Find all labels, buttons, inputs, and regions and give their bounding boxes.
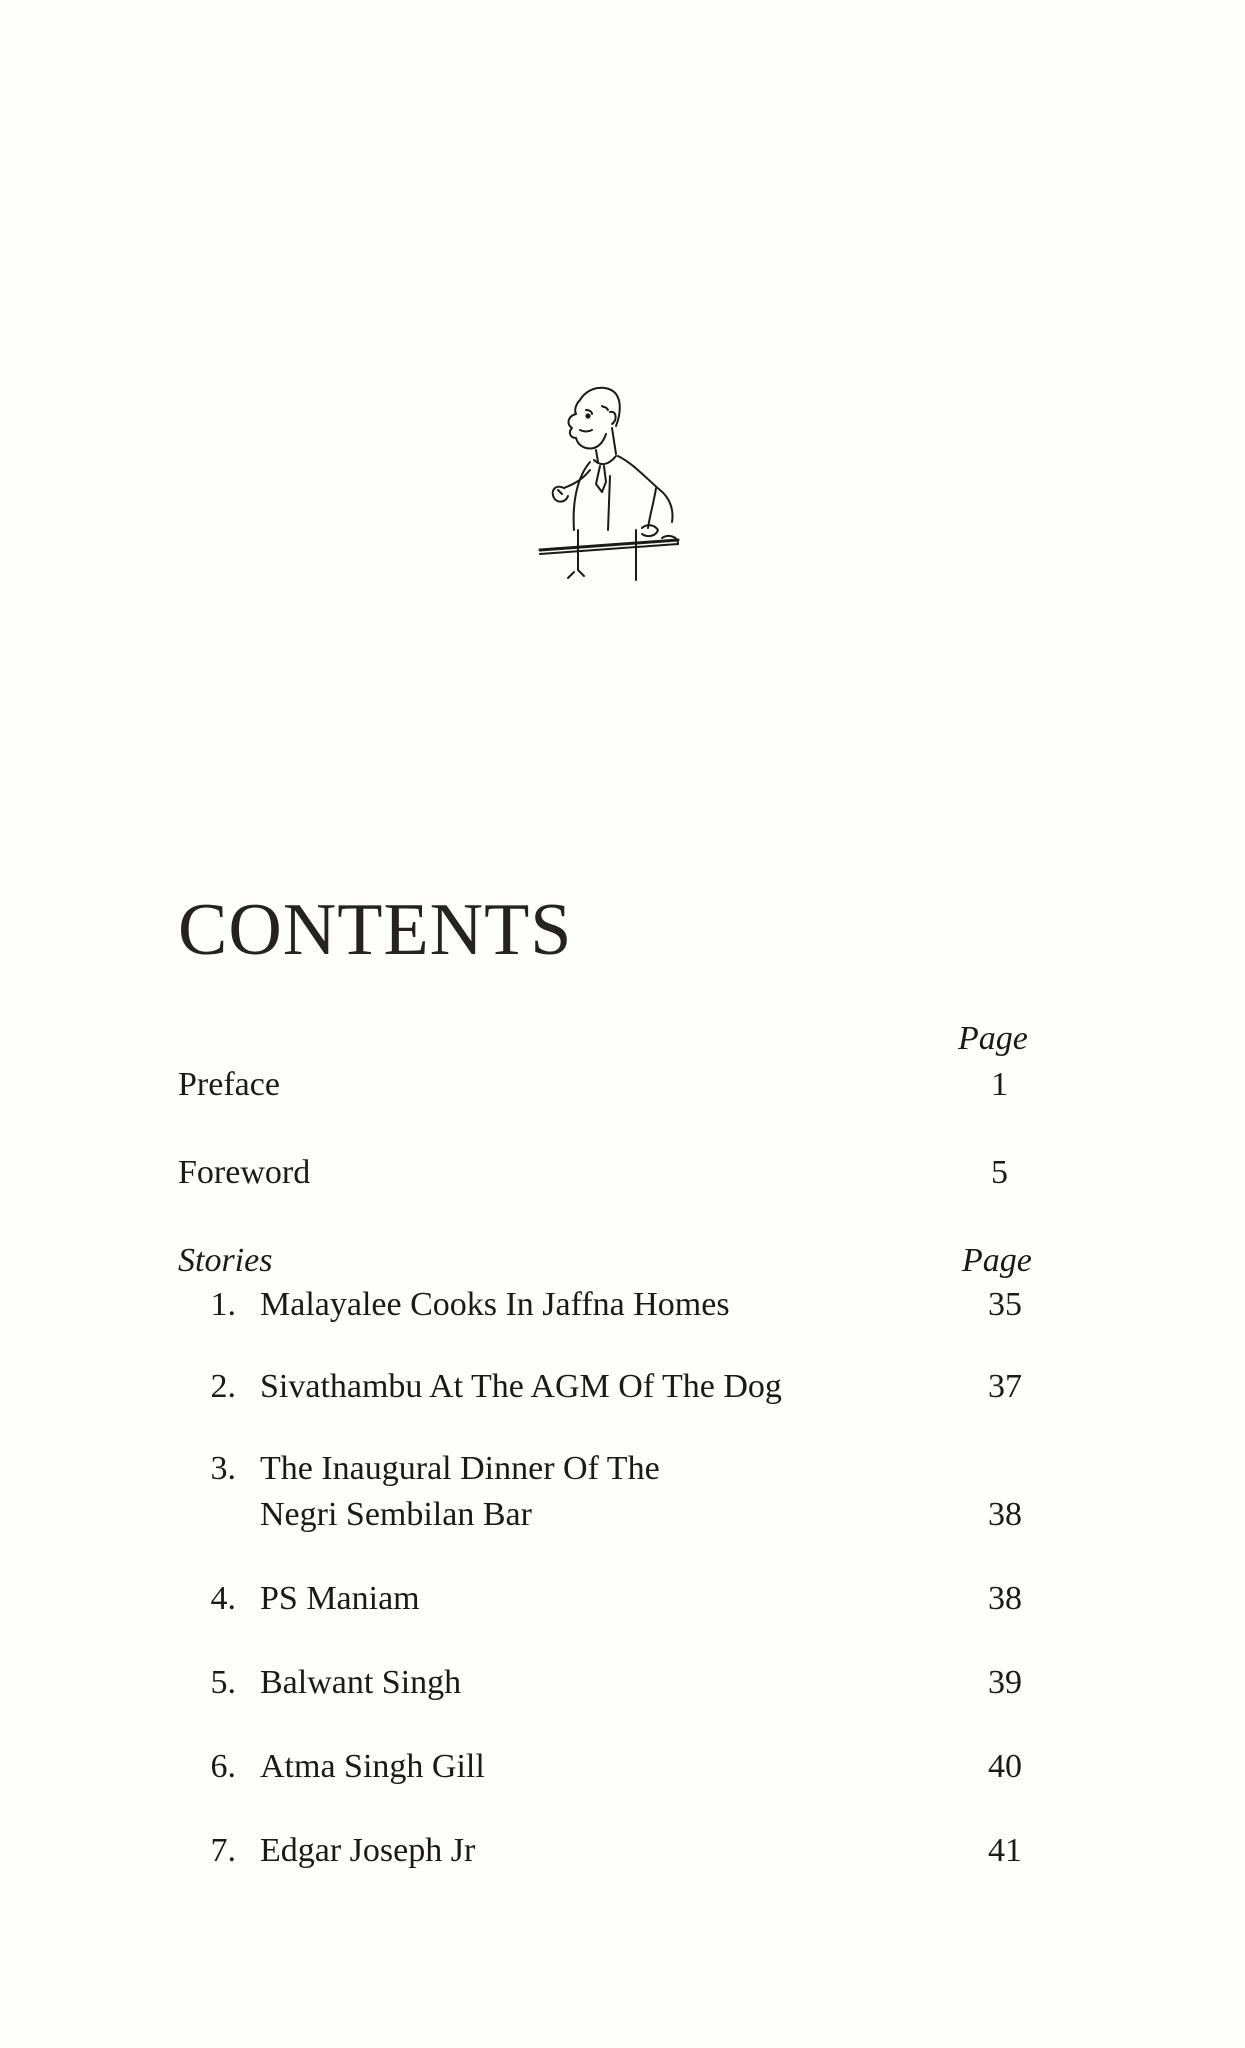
story-page: 35 [988, 1286, 1022, 1323]
toc-entry-preface: Preface [178, 1066, 280, 1103]
story-page: 41 [988, 1832, 1022, 1869]
story-number: 2. [210, 1368, 236, 1405]
man-with-cane-illustration [538, 380, 698, 590]
story-number: 6. [210, 1748, 236, 1785]
toc-page-preface: 1 [991, 1066, 1008, 1103]
story-page: 39 [988, 1664, 1022, 1701]
story-number: 7. [210, 1832, 236, 1869]
stories-section-label: Stories [178, 1242, 273, 1279]
contents-heading: CONTENTS [178, 889, 573, 971]
page-column-header: Page [958, 1020, 1028, 1057]
story-page: 38 [988, 1580, 1022, 1617]
story-number: 3. [210, 1450, 236, 1487]
story-number: 1. [210, 1286, 236, 1323]
toc-page-foreword: 5 [991, 1154, 1008, 1191]
story-number: 5. [210, 1664, 236, 1701]
story-title: Atma Singh Gill [260, 1748, 485, 1785]
toc-entry-foreword: Foreword [178, 1154, 311, 1191]
story-page: 40 [988, 1748, 1022, 1785]
story-title-continued: Negri Sembilan Bar [260, 1496, 532, 1533]
story-page: 37 [988, 1368, 1022, 1405]
stories-page-column-header: Page [962, 1242, 1032, 1279]
story-title: PS Maniam [260, 1580, 420, 1617]
story-number: 4. [210, 1580, 236, 1617]
story-title: The Inaugural Dinner Of The [260, 1450, 660, 1487]
story-title: Malayalee Cooks In Jaffna Homes [260, 1286, 730, 1323]
story-page: 38 [988, 1496, 1022, 1533]
story-title: Sivathambu At The AGM Of The Dog [260, 1368, 782, 1405]
story-title: Edgar Joseph Jr [260, 1832, 476, 1869]
story-title: Balwant Singh [260, 1664, 462, 1701]
